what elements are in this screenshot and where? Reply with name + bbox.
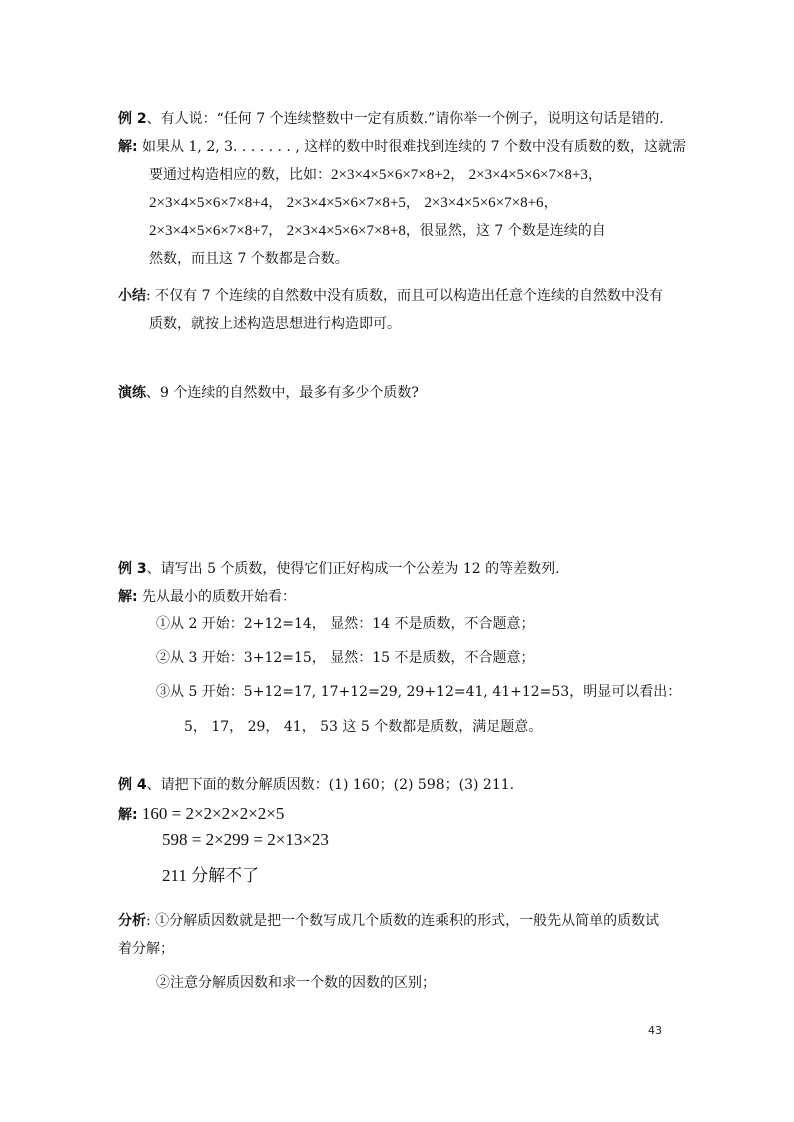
example-2-text: 、有人说：“任何 7 个连续整数中一定有质数.”请你举一个例子，说明这句话是错的.: [146, 111, 664, 127]
example-3-step-1: ①从 2 开始：2+12=14， 显然：14 不是质数，不合题意；: [156, 616, 535, 632]
example-4-label: 例 4: [118, 777, 147, 793]
analysis-label: 分析: [118, 913, 146, 929]
example-4-equation-1: [118, 803, 284, 826]
solution-text: 先从最小的质数开始看：: [137, 589, 297, 605]
analysis-line-1: [118, 911, 659, 931]
separator: ，: [268, 195, 283, 211]
example-2-solution-line-4: [149, 221, 606, 241]
solution-text: 如果从 1, 2, 3. . . . . . . , 这样的数中时很难找到连续的 7 个数中没有质数的数，这就需: [137, 139, 687, 155]
example-2-question: [118, 109, 664, 129]
factorization-598: 598 = 2×299 = 2×13×23: [162, 830, 329, 849]
solution-label: 解:: [118, 807, 138, 823]
separator: ，: [268, 223, 283, 239]
example-4-text: 、请把下面的数分解质因数：(1) 160；(2) 598；(3) 211.: [146, 777, 515, 793]
solution-text: ，很显然，这 7 个数是连续的自: [405, 223, 606, 239]
example-3-text: 、请写出 5 个质数，使得它们正好构成一个公差为 12 的等差数列.: [146, 561, 560, 577]
analysis-line-2: ②注意分解质因数和求一个数的因数的区别；: [156, 975, 436, 991]
summary-text: : 不仅有 7 个连续的自然数中没有质数，而且可以构造出任意个连续的自然数中没有: [146, 288, 663, 304]
expression-4: 2×3×4×5×6×7×8+5: [286, 195, 406, 211]
summary-line-2: 质数，就按上述构造思想进行构造即可。: [149, 316, 401, 332]
solution-label: 解:: [118, 139, 138, 155]
expression-3: 2×3×4×5×6×7×8+4: [149, 195, 269, 211]
separator: ，: [405, 195, 420, 211]
separator: ，: [543, 195, 558, 211]
example-3-step-3: ③从 5 开始：5+12=17, 17+12=29, 29+12=41, 41+12=53，明显可以看出：: [156, 684, 682, 700]
example-3-question: [118, 559, 560, 579]
example-2-label: 例 2: [118, 111, 147, 127]
expression-2: 2×3×4×5×6×7×8+3: [468, 167, 588, 183]
example-3-label: 例 3: [118, 561, 147, 577]
separator: ，: [587, 167, 602, 183]
example-3-solution-intro: [118, 587, 296, 607]
example-2-solution-line-5: 然数，而且这 7 个数都是合数。: [149, 251, 349, 267]
analysis-line-1b: 着分解；: [118, 941, 174, 957]
expression-7: 2×3×4×5×6×7×8+8: [286, 223, 406, 239]
expression-6: 2×3×4×5×6×7×8+7: [149, 223, 269, 239]
practice-label: 演练: [118, 385, 146, 401]
expression-1: 2×3×4×5×6×7×8+2: [331, 167, 451, 183]
example-2-solution-line-1: [118, 137, 686, 157]
page-number: 43: [648, 1024, 662, 1037]
example-4-question: [118, 775, 514, 795]
factorization-160: 160 = 2×2×2×2×2×5: [137, 804, 285, 823]
analysis-text: : ①分解质因数就是把一个数写成几个质数的连乘积的形式，一般先从简单的质数试: [146, 913, 660, 929]
summary-line-1: [118, 286, 663, 306]
example-3-step-2: ②从 3 开始：3+12=15， 显然：15 不是质数，不合题意；: [156, 650, 535, 666]
summary-label: 小结: [118, 288, 146, 304]
example-3-conclusion: 5， 17， 29， 41， 53 这 5 个数都是质数，满足题意。: [184, 719, 543, 735]
practice-text: 、9 个连续的自然数中，最多有多少个质数?: [146, 385, 419, 401]
example-2-solution-line-3: [149, 193, 558, 213]
practice-question: [118, 383, 419, 403]
factorization-211: 211 分解不了: [162, 866, 260, 885]
solution-text: 要通过构造相应的数，比如：: [149, 167, 331, 183]
solution-label: 解:: [118, 589, 138, 605]
expression-5: 2×3×4×5×6×7×8+6: [424, 195, 544, 211]
example-2-solution-line-2: [149, 165, 602, 185]
separator: ，: [450, 167, 465, 183]
